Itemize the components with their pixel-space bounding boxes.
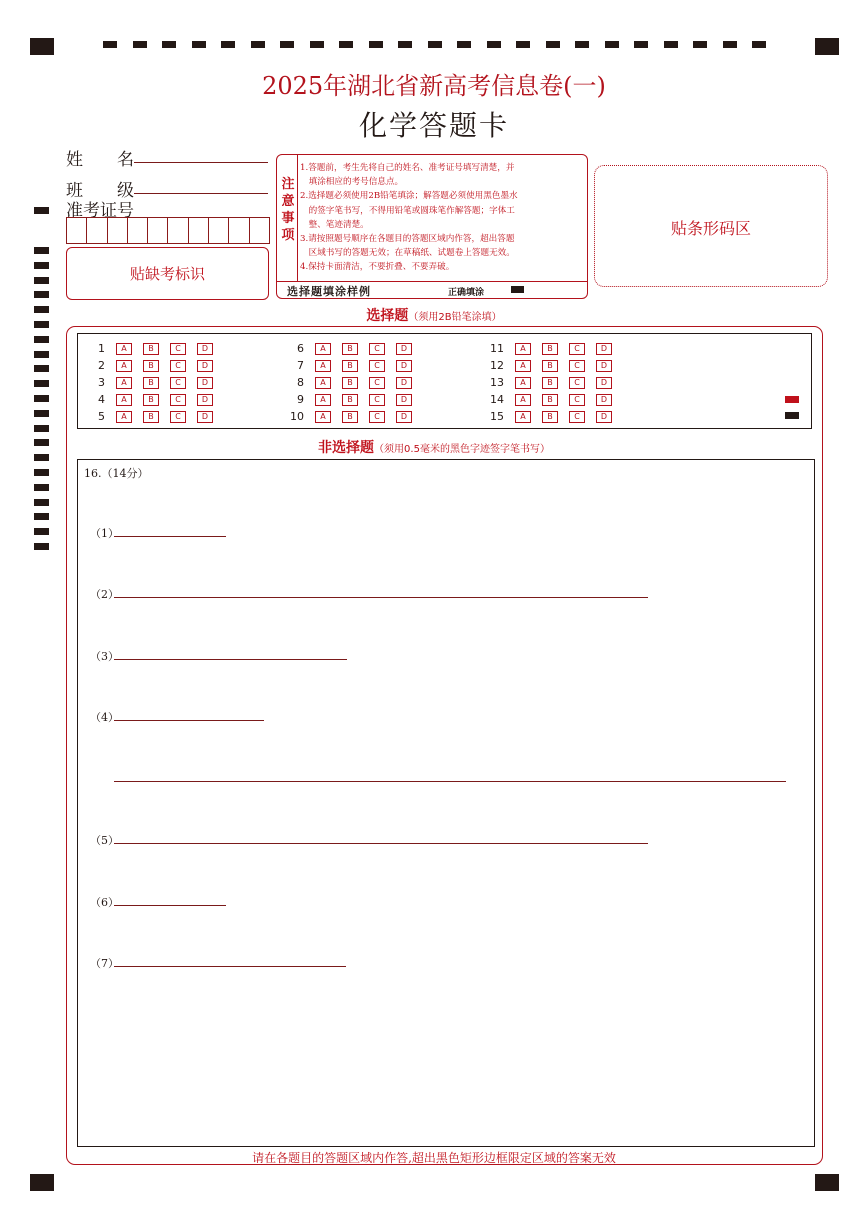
choice-bubble-d[interactable]: D <box>596 377 612 389</box>
choice-bubble-b[interactable]: B <box>342 377 358 389</box>
corner-marker-top-right <box>815 38 839 55</box>
timing-mark <box>575 41 589 48</box>
choice-bubble-b[interactable]: B <box>342 394 358 406</box>
question-number: 9 <box>297 393 304 406</box>
red-timing-mark <box>785 396 799 403</box>
choice-bubble-b[interactable]: B <box>542 360 558 372</box>
timing-mark <box>34 469 49 476</box>
choice-bubble-c[interactable]: C <box>569 411 585 423</box>
choice-bubble-c[interactable]: C <box>369 360 385 372</box>
question-number: 11 <box>490 342 504 355</box>
notice-line: 填涂相应的考号信息点。 <box>300 177 404 188</box>
choice-bubble-a[interactable]: A <box>315 343 331 355</box>
question-number: 4 <box>98 393 105 406</box>
corner-marker-top-left <box>30 38 54 55</box>
choice-bubble-b[interactable]: B <box>342 360 358 372</box>
black-timing-mark <box>785 412 799 419</box>
choice-bubble-b[interactable]: B <box>143 343 159 355</box>
choice-bubble-d[interactable]: D <box>197 343 213 355</box>
corner-marker-bottom-right <box>815 1174 839 1191</box>
question-number: 6 <box>297 342 304 355</box>
choice-bubble-c[interactable]: C <box>170 360 186 372</box>
barcode-label: 贴条形码区 <box>670 219 751 238</box>
notice-line: 区域书写的答题无效；在草稿纸、试题卷上答题无效。 <box>300 248 515 259</box>
part-7-label: （7） <box>90 957 119 970</box>
absent-sticker-label: 贴缺考标识 <box>129 265 205 283</box>
choice-bubble-d[interactable]: D <box>197 394 213 406</box>
part-3-label: （3） <box>90 650 119 663</box>
timing-mark <box>310 41 324 48</box>
choice-bubble-b[interactable]: B <box>542 411 558 423</box>
timing-mark <box>280 41 294 48</box>
timing-mark <box>34 543 49 550</box>
timing-mark <box>693 41 707 48</box>
part-5-label: （5） <box>90 834 119 847</box>
part-4-line[interactable] <box>114 720 264 721</box>
choice-bubble-b[interactable]: B <box>342 343 358 355</box>
timing-mark <box>34 247 49 254</box>
timing-mark <box>34 351 49 358</box>
choice-bubble-d[interactable]: D <box>596 394 612 406</box>
part-2-label: （2） <box>90 588 119 601</box>
notice-line: 3.请按照题号顺序在各题目的答题区域内作答，超出答题 <box>300 234 515 245</box>
question-number: 12 <box>490 359 504 372</box>
choice-bubble-a[interactable]: A <box>116 343 132 355</box>
timing-mark <box>605 41 619 48</box>
timing-mark <box>103 41 117 48</box>
choice-grid <box>77 333 812 429</box>
class-label: 班 级 <box>66 181 134 201</box>
choice-bubble-c[interactable]: C <box>369 394 385 406</box>
choice-bubble-c[interactable]: C <box>369 411 385 423</box>
choice-bubble-c[interactable]: C <box>569 343 585 355</box>
choice-bubble-a[interactable]: A <box>116 360 132 372</box>
question-number: 2 <box>98 359 105 372</box>
timing-mark <box>546 41 560 48</box>
timing-mark <box>221 41 235 48</box>
fill-sample-label: 选择题填涂样例 <box>287 285 371 298</box>
choice-bubble-c[interactable]: C <box>369 343 385 355</box>
timing-mark <box>339 41 353 48</box>
choice-bubble-d[interactable]: D <box>596 411 612 423</box>
exam-title: 2025年湖北省新高考信息卷(一) <box>262 72 606 100</box>
part-6-label: （6） <box>90 896 119 909</box>
timing-mark <box>398 41 412 48</box>
choice-bubble-d[interactable]: D <box>396 360 412 372</box>
choice-bubble-d[interactable]: D <box>596 360 612 372</box>
answer-area-16[interactable] <box>77 459 815 1147</box>
part-6-line[interactable] <box>114 905 226 906</box>
timing-mark <box>516 41 530 48</box>
notice-text <box>300 161 584 275</box>
absent-sticker-area <box>66 247 269 300</box>
question-number: 7 <box>297 359 304 372</box>
class-field[interactable] <box>134 193 268 194</box>
question-number: 3 <box>98 376 105 389</box>
choice-bubble-d[interactable]: D <box>197 377 213 389</box>
footer-warning: 请在各题目的答题区域内作答,超出黑色矩形边框限定区域的答案无效 <box>252 1151 616 1165</box>
barcode-area <box>594 165 828 287</box>
exam-id-boxes[interactable] <box>66 217 270 244</box>
choice-bubble-d[interactable]: D <box>396 394 412 406</box>
nonchoice-section-title: 非选择题（须用0.5毫米的黑色字迹签字笔书写） <box>318 440 550 456</box>
choice-bubble-a[interactable]: A <box>116 377 132 389</box>
choice-bubble-b[interactable]: B <box>143 394 159 406</box>
choice-bubble-c[interactable]: C <box>569 360 585 372</box>
part-5-line[interactable] <box>114 843 648 844</box>
timing-mark <box>369 41 383 48</box>
choice-bubble-d[interactable]: D <box>396 377 412 389</box>
question-16-label: 16.（14分） <box>84 467 149 480</box>
notice-line: 2.选择题必须使用2B铅笔填涂；解答题必须使用黑色墨水 <box>300 191 518 202</box>
choice-bubble-c[interactable]: C <box>170 411 186 423</box>
timing-mark <box>34 336 49 343</box>
choice-bubble-a[interactable]: A <box>515 343 531 355</box>
question-number: 1 <box>98 342 105 355</box>
choice-bubble-b[interactable]: B <box>143 360 159 372</box>
notice-line: 1.答题前，考生先将自己的姓名、准考证号填写清楚，并 <box>300 163 515 173</box>
timing-mark <box>34 499 49 506</box>
timing-mark <box>34 395 49 402</box>
choice-bubble-d[interactable]: D <box>197 411 213 423</box>
timing-mark <box>428 41 442 48</box>
choice-bubble-a[interactable]: A <box>315 394 331 406</box>
timing-mark <box>34 365 49 372</box>
choice-bubble-b[interactable]: B <box>143 411 159 423</box>
correct-fill-label: 正确填涂 <box>448 288 485 298</box>
timing-mark <box>34 513 49 520</box>
question-number: 10 <box>290 410 304 423</box>
choice-bubble-c[interactable]: C <box>170 377 186 389</box>
timing-mark <box>34 528 49 535</box>
notice-line: 的签字笔书写，不得用铅笔或圆珠笔作解答题；字体工 <box>300 205 515 216</box>
part-3-line[interactable] <box>114 659 347 660</box>
part-7-line[interactable] <box>114 966 346 967</box>
name-label: 姓 名 <box>66 150 134 170</box>
timing-mark <box>192 41 206 48</box>
question-number: 5 <box>98 410 105 423</box>
choice-bubble-c[interactable]: C <box>369 377 385 389</box>
timing-mark <box>34 277 49 284</box>
choice-bubble-c[interactable]: C <box>569 377 585 389</box>
choice-bubble-c[interactable]: C <box>170 394 186 406</box>
notice-title: 注意事项 <box>281 177 295 243</box>
timing-mark <box>34 410 49 417</box>
part-4-label: （4） <box>90 711 119 724</box>
notice-line: 整、笔迹清楚。 <box>300 219 369 230</box>
timing-mark <box>162 41 176 48</box>
choice-bubble-a[interactable]: A <box>116 394 132 406</box>
question-number: 13 <box>490 376 504 389</box>
timing-mark <box>34 262 49 269</box>
timing-mark <box>34 484 49 491</box>
choice-bubble-d[interactable]: D <box>396 343 412 355</box>
part-4-line-2[interactable] <box>114 781 786 782</box>
choice-bubble-b[interactable]: B <box>143 377 159 389</box>
timing-mark <box>634 41 648 48</box>
question-number: 8 <box>297 376 304 389</box>
part-1-line[interactable] <box>114 536 226 537</box>
timing-mark <box>34 207 49 214</box>
choice-bubble-a[interactable]: A <box>315 411 331 423</box>
part-2-line[interactable] <box>114 597 648 598</box>
exam-id-label: 准考证号 <box>66 201 134 221</box>
choice-bubble-b[interactable]: B <box>542 394 558 406</box>
choice-bubble-d[interactable]: D <box>396 411 412 423</box>
correct-fill-mark <box>511 286 524 293</box>
timing-mark <box>34 425 49 432</box>
choice-bubble-d[interactable]: D <box>197 360 213 372</box>
timing-mark <box>34 291 49 298</box>
question-number: 14 <box>490 393 504 406</box>
timing-mark <box>457 41 471 48</box>
choice-section-title: 选择题（须用2B铅笔涂填） <box>366 308 502 324</box>
question-number: 15 <box>490 410 504 423</box>
corner-marker-bottom-left <box>30 1174 54 1191</box>
choice-bubble-d[interactable]: D <box>596 343 612 355</box>
choice-bubble-b[interactable]: B <box>542 343 558 355</box>
choice-bubble-b[interactable]: B <box>342 411 358 423</box>
timing-mark <box>133 41 147 48</box>
choice-bubble-a[interactable]: A <box>315 360 331 372</box>
timing-mark <box>34 380 49 387</box>
choice-bubble-a[interactable]: A <box>515 411 531 423</box>
timing-mark <box>752 41 766 48</box>
notice-line: 4.保持卡面清洁，不要折叠、不要弄破。 <box>300 262 455 273</box>
choice-bubble-b[interactable]: B <box>542 377 558 389</box>
timing-mark <box>487 41 501 48</box>
choice-bubble-a[interactable]: A <box>315 377 331 389</box>
card-subtitle: 化学答题卡 <box>358 109 509 142</box>
part-1-label: （1） <box>90 527 119 540</box>
name-field[interactable] <box>134 162 268 163</box>
choice-bubble-a[interactable]: A <box>515 377 531 389</box>
choice-bubble-c[interactable]: C <box>569 394 585 406</box>
choice-bubble-a[interactable]: A <box>116 411 132 423</box>
choice-bubble-a[interactable]: A <box>515 360 531 372</box>
choice-bubble-c[interactable]: C <box>170 343 186 355</box>
timing-mark <box>664 41 678 48</box>
timing-mark <box>251 41 265 48</box>
timing-mark <box>723 41 737 48</box>
choice-bubble-a[interactable]: A <box>515 394 531 406</box>
